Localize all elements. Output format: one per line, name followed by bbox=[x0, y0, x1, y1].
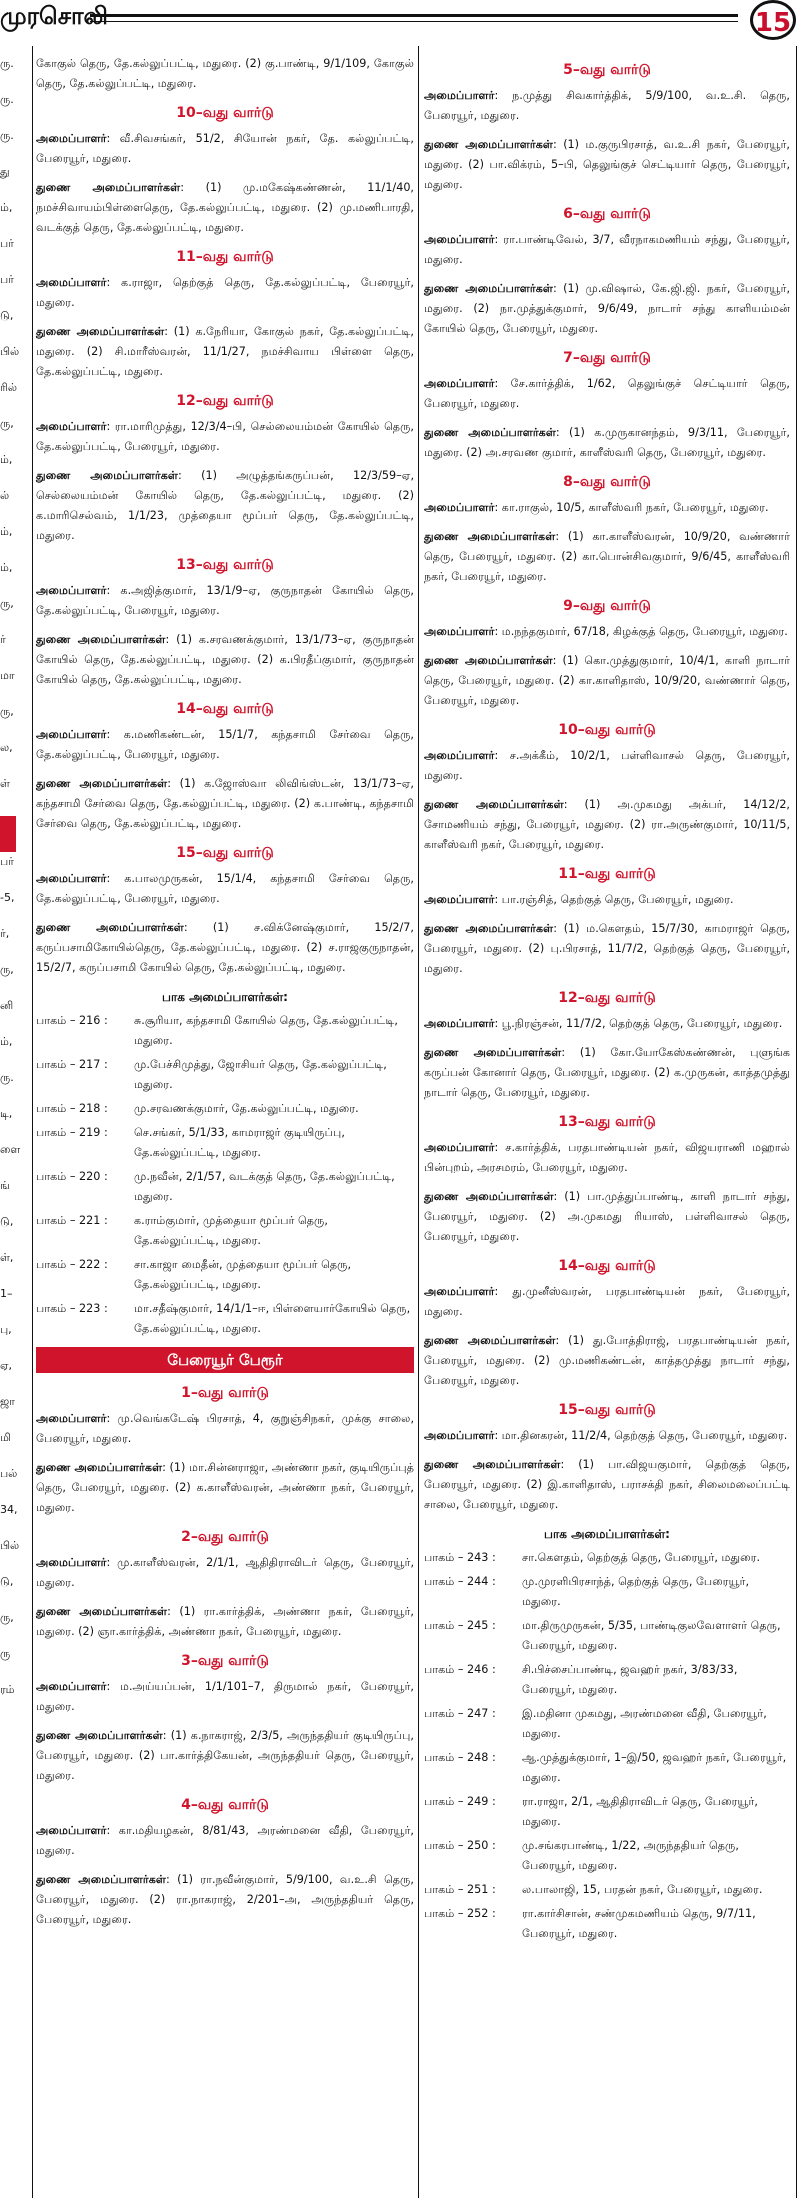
deputies-label: துணை அமைப்பாளர்கள் bbox=[424, 530, 556, 543]
organizer-text: : மு.வெங்கடேஷ் பிரசாத், 4, குறுஞ்சிநகர், முக்கு சாலை, பேரையூர், மதுரை. bbox=[36, 1412, 414, 1445]
ward-title: 3–வது வார்டு bbox=[181, 1653, 269, 1669]
left-strip-fragment: பில் bbox=[0, 345, 20, 358]
organizer-text: : கா.ராகுல், 10/5, காளீஸ்வரி நகர், பேரையூர், மதுரை. bbox=[494, 501, 769, 514]
deputies-text: : (1) மு.விஷால், கே.ஜி.ஜி. நகர், பேரையூர், மதுரை. (2) நா.முத்துக்குமார், 9/6/49, நாடார் சந்து காளியம்மன் கோயில் தெரு, பேரையூர், மதுரை. bbox=[424, 282, 790, 335]
left-strip-fragment: ல் bbox=[0, 489, 10, 502]
left-strip-fragment: ரு, bbox=[0, 417, 14, 430]
bagam-number: பாகம் – 217 : bbox=[36, 1058, 108, 1071]
left-strip-fragment: ர் bbox=[0, 633, 6, 646]
organizer-label: அமைப்பாளர் bbox=[36, 1680, 107, 1693]
ward-title: 6–வது வார்டு bbox=[563, 206, 651, 222]
ward-title: 9–வது வார்டு bbox=[563, 598, 651, 614]
organizer-label: அமைப்பாளர் bbox=[424, 233, 495, 246]
ward-organizer bbox=[424, 890, 790, 910]
organizer-label: அமைப்பாளர் bbox=[424, 89, 495, 102]
organizer-label: அமைப்பாளர் bbox=[36, 1556, 107, 1569]
left-strip-fragment: ம், bbox=[0, 453, 13, 466]
bagam-number: பாகம் – 251 : bbox=[424, 1883, 496, 1896]
deputies-text: : (1) து.போத்திராஜ், பரதபாண்டியன் நகர், பேரையூர், மதுரை. (2) மு.மணிகண்டன், காத்தமுத்து நாடார் சந்து, பேரையூர், மதுரை. bbox=[424, 1334, 790, 1387]
left-strip-fragment: ளை bbox=[0, 1143, 21, 1156]
left-strip-fragment: ரு. bbox=[0, 93, 14, 106]
ward-deputies bbox=[36, 466, 414, 546]
bagam-number: பாகம் – 219 : bbox=[36, 1126, 108, 1139]
organizer-label: அமைப்பாளர் bbox=[36, 132, 107, 145]
left-strip-fragment: டு, bbox=[0, 1215, 14, 1228]
left-strip-fragment: -5, bbox=[0, 891, 15, 904]
bagam-person: மு.சங்கரபாண்டி, 1/22, அருந்ததியர் தெரு, பேரையூர், மதுரை. bbox=[522, 1839, 739, 1872]
bagam-number: பாகம் – 216 : bbox=[36, 1014, 108, 1027]
deputies-text: : (1) மு.மகேஷ்கண்ணன், 11/1/40, நமச்சிவாயம்பிள்ளைதெரு, தே.கல்லுப்பட்டி, மதுரை. (2) மு.மணிபாரதி, வடக்குத் தெரு, தே.கல்லுப்பட்டி, மதுரை. bbox=[36, 181, 414, 234]
organizer-text: : து.முனீஸ்வரன், பரதபாண்டியன் நகர், பேரையூர், மதுரை. bbox=[424, 1285, 790, 1318]
bagam-number: பாகம் – 249 : bbox=[424, 1795, 496, 1808]
left-strip-fragment: ரில் bbox=[0, 381, 18, 394]
ward-deputies bbox=[36, 1870, 414, 1930]
bagam-row bbox=[36, 1255, 414, 1295]
deputies-text: : (1) க.நேரியா, கோகுல் நகர், தே.கல்லுப்பட்டி, மதுரை. (2) சி.மாரீஸ்வரன், 11/1/27, நமச்சிவாய பிள்ளை தெரு, தே.கல்லுப்பட்டி, மதுரை. bbox=[36, 325, 414, 378]
bagam-person: ரா.ராஜா, 2/1, ஆதிதிராவிடர் தெரு, பேரையூர், மதுரை. bbox=[522, 1795, 758, 1828]
bagam-number: பாகம் – 252 : bbox=[424, 1907, 496, 1920]
bagam-person: மு.சரவணக்குமார், தே.கல்லுப்பட்டி, மதுரை. bbox=[134, 1102, 359, 1115]
left-strip-fragment: ல, bbox=[0, 741, 13, 754]
left-strip-fragment: ரு bbox=[0, 1647, 11, 1660]
ward-deputies bbox=[424, 1455, 790, 1515]
bagam-row bbox=[36, 1211, 414, 1251]
ward-title: 15–வது வார்டு bbox=[558, 1402, 656, 1418]
bagam-row bbox=[36, 1299, 414, 1339]
bagam-number: பாகம் – 223 : bbox=[36, 1302, 108, 1315]
col1-intro-text: கோகுல் தெரு, தே.கல்லுப்பட்டி, மதுரை. (2) கு.பாண்டி, 9/1/109, கோகுல் தெரு, தே.கல்லுப்பட்டி, மதுரை. bbox=[36, 57, 414, 90]
bagam-person: சு.சூரியா, கந்தசாமி கோயில் தெரு, தே.கல்லுப்பட்டி, மதுரை. bbox=[134, 1014, 398, 1047]
bagam-person: மா.சதீஷ்குமார், 14/1/1–ஈ, பிள்ளையார்கோயில் தெரு, தே.கல்லுப்பட்டி, மதுரை. bbox=[134, 1302, 411, 1335]
ward-deputies bbox=[424, 1187, 790, 1247]
deputies-label: துணை அமைப்பாளர்கள் bbox=[424, 922, 554, 935]
ward-organizer bbox=[36, 1409, 414, 1449]
ward-organizer bbox=[424, 1138, 790, 1178]
ward-deputies bbox=[36, 178, 414, 238]
ward-title: 13–வது வார்டு bbox=[558, 1114, 656, 1130]
ward-deputies bbox=[424, 1331, 790, 1391]
deputies-text: : (1) பா.முத்துப்பாண்டி, காளி நாடார் சந்து, பேரையூர், மதுரை. (2) அ.முகமது ரியாஸ், பள்ளிவாசல் தெரு, பேரையூர், மதுரை. bbox=[424, 1190, 790, 1243]
deputies-text: : (1) அழுத்தங்கருப்பன், 12/3/59–ஏ, செல்லையம்மன் கோயில் தெரு, தே.கல்லுப்பட்டி, மதுரை. (2) க.மாரிசெல்வம், 1/1/23, முத்தையா மூப்பர் தெரு, தே.கல்லுப்பட்டி, மதுரை. bbox=[36, 469, 414, 542]
bagam-row bbox=[424, 1836, 790, 1876]
organizer-label: அமைப்பாளர் bbox=[424, 625, 495, 638]
ward-title: 10–வது வார்டு bbox=[558, 722, 656, 738]
column-rule-right bbox=[796, 46, 797, 2198]
deputies-label: துணை அமைப்பாளர்கள் bbox=[36, 1461, 163, 1474]
bagam-person: செ.சங்கர், 5/1/33, காமராஜர் குடியிருப்பு, தே.கல்லுப்பட்டி, மதுரை. bbox=[134, 1126, 345, 1159]
bagam-row bbox=[424, 1660, 790, 1700]
bagam-person: இ.மதினா முகமது, அரண்மனை வீதி, பேரையூர், மதுரை. bbox=[522, 1707, 767, 1740]
deputies-label: துணை அமைப்பாளர்கள் bbox=[36, 1873, 166, 1886]
deputies-label: துணை அமைப்பாளர்கள் bbox=[424, 654, 553, 667]
ward-deputies bbox=[424, 651, 790, 711]
deputies-label: துணை அமைப்பாளர்கள் bbox=[36, 469, 178, 482]
bagam-person: சா.காஜா மைதீன், முத்தையா மூப்பர் தெரு, தே.கல்லுப்பட்டி, மதுரை. bbox=[134, 1258, 352, 1291]
organizer-text: : பா.ரஞ்சித், தெற்குத் தெரு, பேரையூர், மதுரை. bbox=[494, 893, 734, 906]
ward-deputies bbox=[36, 630, 414, 690]
left-strip-fragment: ள் bbox=[0, 777, 10, 790]
ward-deputies bbox=[424, 423, 790, 463]
left-strip-fragment: ஜா bbox=[0, 1395, 15, 1408]
ward-deputies bbox=[424, 279, 790, 339]
left-strip-fragment: பர் bbox=[0, 855, 14, 868]
bagam-number: பாகம் – 246 : bbox=[424, 1663, 496, 1676]
left-strip-fragment: பர் bbox=[0, 273, 14, 286]
bagam-row bbox=[424, 1704, 790, 1744]
bagam-number: பாகம் – 220 : bbox=[36, 1170, 108, 1183]
left-strip-fragment: ஏ, bbox=[0, 1359, 13, 1372]
bagam-person: ஆ.முத்துக்குமார், 1–இ/50, ஜவஹர் நகர், பேரையூர், மதுரை. bbox=[522, 1751, 787, 1784]
ward-organizer bbox=[36, 581, 414, 621]
organizer-text: : ச.அக்கீம், 10/2/1, பள்ளிவாசல் தெரு, பேரையூர், மதுரை. bbox=[424, 749, 790, 782]
left-strip-fragment: ரு. bbox=[0, 1071, 14, 1084]
left-strip-fragment: டு, bbox=[0, 309, 14, 322]
deputies-text: : (1) கோ.யோகேஸ்கண்ணன், புளுங்க கருப்பன் கோனார் தெரு, பேரையூர், மதுரை. (2) க.முருகன், காத்தமுத்து நாடார் தெரு, பேரையூர், மதுரை. bbox=[424, 1046, 790, 1099]
organizer-label: அமைப்பாளர் bbox=[36, 276, 107, 289]
organizer-text: : கா.மதியழகன், 8/81/43, அரண்மனை வீதி, பேரையூர், மதுரை. bbox=[36, 1824, 414, 1857]
ward-organizer bbox=[36, 273, 414, 313]
col1-bagam-list bbox=[36, 1011, 414, 1339]
deputies-text: : (1) கொ.முத்துகுமார், 10/4/1, காளி நாடார் தெரு, பேரையூர், மதுரை. (2) கா.காளிதாஸ், 10/9/20, வண்ணார் தெரு, பேரையூர், மதுரை. bbox=[424, 654, 790, 707]
organizer-label: அமைப்பாளர் bbox=[424, 1141, 495, 1154]
left-strip-fragment: ம், bbox=[0, 525, 13, 538]
left-strip-fragment: ர், bbox=[0, 927, 10, 940]
organizer-text: : ம.அய்யப்பன், 1/1/101–7, திருமால் நகர், பேரையூர், மதுரை. bbox=[36, 1680, 414, 1713]
page-number-badge: 15 bbox=[750, 0, 796, 40]
column-rule-middle bbox=[418, 46, 419, 2198]
organizer-text: : ரா.மாரிமுத்து, 12/3/4–பி, செல்லையம்மன் கோயில் தெரு, தே.கல்லுப்பட்டி, பேரையூர், மதுரை. bbox=[36, 420, 414, 453]
deputies-label: துணை அமைப்பாளர்கள் bbox=[424, 798, 564, 811]
organizer-text: : ரா.பாண்டிவேல், 3/7, வீரநாகமணியம் சந்து, பேரையூர், மதுரை. bbox=[424, 233, 790, 266]
organizer-label: அமைப்பாளர் bbox=[424, 501, 495, 514]
left-strip-fragment: பு, bbox=[0, 1323, 12, 1336]
bagam-number: பாகம் – 250 : bbox=[424, 1839, 496, 1852]
bagam-number: பாகம் – 247 : bbox=[424, 1707, 496, 1720]
organizer-text: : மா.தினகரன், 11/2/4, தெற்குத் தெரு, பேரையூர், மதுரை. bbox=[494, 1429, 788, 1442]
ward-title: 14–வது வார்டு bbox=[558, 1258, 656, 1274]
ward-title: 4–வது வார்டு bbox=[181, 1797, 269, 1813]
bagam-person: சா.கௌதம், தெற்குத் தெரு, பேரையூர், மதுரை. bbox=[522, 1551, 761, 1564]
deputies-label: துணை அமைப்பாளர்கள் bbox=[424, 1190, 554, 1203]
organizer-label: அமைப்பாளர் bbox=[36, 872, 107, 885]
bagam-row bbox=[424, 1880, 790, 1900]
ward-title: 7–வது வார்டு bbox=[563, 350, 651, 366]
ward-title: 15–வது வார்டு bbox=[176, 845, 274, 861]
bagam-row bbox=[424, 1792, 790, 1832]
left-strip-fragment: ரம் bbox=[0, 1683, 15, 1696]
ward-deputies bbox=[424, 527, 790, 587]
left-strip-fragment: ரு, bbox=[0, 597, 14, 610]
column-rule-left bbox=[32, 46, 33, 2198]
bagam-number: பாகம் – 244 : bbox=[424, 1575, 496, 1588]
deputies-text: : (1) மா.சின்னராஜா, அண்ணா நகர், குடியிருப்புத் தெரு, பேரையூர், மதுரை. (2) க.காளீஸ்வரன், அண்ணா நகர், பேரையூர், மதுரை. bbox=[36, 1461, 414, 1514]
deputies-label: துணை அமைப்பாளர்கள் bbox=[36, 633, 166, 646]
left-strip-fragment: ரு, bbox=[0, 1611, 14, 1624]
deputies-label: துணை அமைப்பாளர்கள் bbox=[424, 1334, 556, 1347]
ward-title: 11–வது வார்டு bbox=[558, 866, 656, 882]
col1-bagam-title: பாக அமைப்பாளர்கள்: bbox=[162, 990, 288, 1004]
deputies-label: துணை அமைப்பாளர்கள் bbox=[36, 1729, 163, 1742]
section-band-peraiyur: பேரையூர் பேரூர் bbox=[36, 1347, 414, 1373]
column-1 bbox=[36, 54, 414, 1939]
deputies-label: துணை அமைப்பாளர்கள் bbox=[424, 426, 556, 439]
deputies-text: : (1) ச.விக்னேஷ்குமார், 15/2/7, கருப்பசாமிகோயில்தெரு, தே.கல்லுப்பட்டி, மதுரை. (2) ச.ராஜகுருநாதன், 15/2/7, கருப்பசாமி கோயில் தெரு, தே.கல்லுப்பட்டி, மதுரை. bbox=[36, 921, 414, 974]
bagam-row bbox=[36, 1099, 414, 1119]
deputies-label: துணை அமைப்பாளர்கள் bbox=[424, 1458, 561, 1471]
deputies-text: : (1) க.ஜோஸ்வா லிவிங்ஸ்டன், 13/1/73–ஏ, கந்தசாமி சேர்வை தெரு, தே.கல்லுப்பட்டி, மதுரை. (2) க.பாண்டி, கந்தசாமி சேர்வை தெரு, தே.கல்லுப்பட்டி, மதுரை. bbox=[36, 777, 414, 830]
ward-deputies bbox=[36, 322, 414, 382]
bagam-person: க.ராம்குமார், முத்தையா மூப்பர் தெரு, தே.கல்லுப்பட்டி, மதுரை. bbox=[134, 1214, 328, 1247]
organizer-text: : க.அஜித்குமார், 13/1/9–ஏ, குருநாதன் கோயில் தெரு, தே.கல்லுப்பட்டி, பேரையூர், மதுரை. bbox=[36, 584, 414, 617]
deputies-label: துணை அமைப்பாளர்கள் bbox=[424, 138, 553, 151]
left-strip-column bbox=[0, 54, 30, 1716]
bagam-number: பாகம் – 243 : bbox=[424, 1551, 496, 1564]
ward-organizer bbox=[36, 869, 414, 909]
left-strip-fragment: 34, bbox=[0, 1503, 18, 1516]
deputies-label: துணை அமைப்பாளர்கள் bbox=[36, 1605, 168, 1618]
deputies-text: : (1) அ.முகமது அக்பர், 14/12/2, சோமணியம் சந்து, பேரையூர், மதுரை. (2) ரா.அருண்குமார், 10/11/5, காளீஸ்வரி நகர், பேரையூர், மதுரை. bbox=[424, 798, 790, 851]
left-strip-fragment: மா bbox=[0, 669, 15, 682]
bagam-number: பாகம் – 218 : bbox=[36, 1102, 108, 1115]
organizer-text: : மு.காளீஸ்வரன், 2/1/1, ஆதிதிராவிடர் தெரு, பேரையூர், மதுரை. bbox=[36, 1556, 414, 1589]
left-strip-fragment: ரு. bbox=[0, 129, 14, 142]
bagam-row bbox=[424, 1748, 790, 1788]
deputies-text: : (1) ம.குருபிரசாத், வ.உ.சி நகர், பேரையூர், மதுரை. (2) பா.விக்ரம், 5–பி, தெலுங்குச் செட்டியார் தெரு, பேரையூர், மதுரை. bbox=[424, 138, 790, 191]
ward-organizer bbox=[424, 86, 790, 126]
organizer-label: அமைப்பாளர் bbox=[36, 1412, 107, 1425]
bagam-row bbox=[36, 1055, 414, 1095]
organizer-label: அமைப்பாளர் bbox=[424, 893, 495, 906]
ward-organizer bbox=[424, 1426, 790, 1446]
organizer-text: : க.மணிகண்டன், 15/1/7, கந்தசாமி சேர்வை தெரு, தே.கல்லுப்பட்டி, பேரையூர், மதுரை. bbox=[36, 728, 414, 761]
left-strip-fragment: ம், bbox=[0, 201, 13, 214]
bagam-person: மு.முரளிபிரசாந்த், தெற்குத் தெரு, பேரையூர், மதுரை. bbox=[522, 1575, 750, 1608]
deputies-text: : (1) கா.காளீஸ்வரன், 10/9/20, வண்ணார் தெரு, பேரையூர், மதுரை. (2) கா.பொன்சிவகுமார், 9/6/45, காளீஸ்வரி நகர், பேரையூர், மதுரை. bbox=[424, 530, 790, 583]
col2-bagam-title: பாக அமைப்பாளர்கள்: bbox=[544, 1527, 670, 1541]
ward-organizer bbox=[424, 230, 790, 270]
bagam-row bbox=[424, 1616, 790, 1656]
left-strip-fragment: னி bbox=[0, 999, 14, 1012]
organizer-text: : ச.கார்த்திக், பரதபாண்டியன் நகர், விஜயராணி மஹால் பின்புறம், அரசமரம், பேரையூர், மதுரை. bbox=[424, 1141, 790, 1174]
ward-organizer bbox=[36, 1553, 414, 1593]
deputies-text: : (1) க.சரவணக்குமார், 13/1/73–ஏ, குருநாதன் கோயில் தெரு, தே.கல்லுப்பட்டி, மதுரை. (2) க.பிரதீப்குமார், குருநாதன் கோயில் தெரு, தே.கல்லுப்பட்டி, மதுரை. bbox=[36, 633, 414, 686]
ward-deputies bbox=[424, 135, 790, 195]
bagam-number: பாகம் – 245 : bbox=[424, 1619, 496, 1632]
col1-wards bbox=[36, 103, 414, 978]
deputies-label: துணை அமைப்பாளர்கள் bbox=[424, 282, 553, 295]
deputies-label: துணை அமைப்பாளர்கள் bbox=[36, 777, 168, 790]
bagam-person: ல.பாலாஜி, 15, பரதன் நகர், பேரையூர், மதுரை. bbox=[522, 1883, 763, 1896]
ward-deputies bbox=[36, 1458, 414, 1518]
organizer-label: அமைப்பாளர் bbox=[424, 749, 495, 762]
ward-title: 12–வது வார்டு bbox=[176, 393, 274, 409]
col2-bagam-list bbox=[424, 1548, 790, 1944]
organizer-text: : ந.முத்து சிவகார்த்திக், 5/9/100, வ.உ.சி. தெரு, பேரையூர், மதுரை. bbox=[424, 89, 790, 122]
left-strip-fragment: 1– bbox=[0, 1287, 13, 1300]
bagam-person: சி.பிச்சைப்பாண்டி, ஜவஹர் நகர், 3/83/33, பேரையூர், மதுரை. bbox=[522, 1663, 738, 1696]
deputies-label: துணை அமைப்பாளர்கள் bbox=[36, 181, 181, 194]
ward-title: 11–வது வார்டு bbox=[176, 249, 274, 265]
left-strip-fragment: டி, bbox=[0, 1107, 13, 1120]
bagam-row bbox=[36, 1123, 414, 1163]
left-strip-fragment: ம், bbox=[0, 1035, 13, 1048]
deputies-text: : (1) க.நாகராஜ், 2/3/5, அருந்ததியர் குடியிருப்பு, பேரையூர், மதுரை. (2) பா.கார்த்திகேயன், அருந்ததியர் தெரு, பேரையூர், மதுரை. bbox=[36, 1729, 414, 1782]
bagam-row bbox=[36, 1167, 414, 1207]
organizer-label: அமைப்பாளர் bbox=[36, 728, 107, 741]
organizer-text: : சே.கார்த்திக், 1/62, தெலுங்குச் செட்டியார் தெரு, பேரையூர், மதுரை. bbox=[424, 377, 790, 410]
ward-title: 5–வது வார்டு bbox=[563, 62, 651, 78]
deputies-label: துணை அமைப்பாளர்கள் bbox=[36, 325, 165, 338]
ward-title: 10–வது வார்டு bbox=[176, 105, 274, 121]
ward-deputies bbox=[424, 1043, 790, 1103]
left-strip-fragment: ங் bbox=[0, 1179, 10, 1192]
bagam-person: மா.திருமுருகன், 5/35, பாண்டிகுலவேளாளர் தெரு, பேரையூர், மதுரை. bbox=[522, 1619, 781, 1652]
left-strip-fragment: ம், bbox=[0, 561, 13, 574]
left-strip-fragment: மி bbox=[0, 1431, 11, 1444]
ward-organizer bbox=[424, 374, 790, 414]
bagam-row bbox=[424, 1904, 790, 1944]
left-strip-fragment: பல் bbox=[0, 1467, 18, 1480]
ward-title: 2–வது வார்டு bbox=[181, 1529, 269, 1545]
masthead-title: முரசொலி bbox=[0, 2, 108, 30]
deputies-label: துணை அமைப்பாளர்கள் bbox=[424, 1046, 562, 1059]
left-strip-fragment: டு, bbox=[0, 1575, 14, 1588]
deputies-label: துணை அமைப்பாளர்கள் bbox=[36, 921, 184, 934]
deputies-text: : (1) க.முருகானந்தம், 9/3/11, பேரையூர், மதுரை. (2) அ.சரவண குமார், காளீஸ்வரி தெரு, பேரையூர், மதுரை. bbox=[424, 426, 790, 459]
ward-organizer bbox=[424, 746, 790, 786]
column-2 bbox=[424, 54, 790, 1948]
bagam-number: பாகம் – 221 : bbox=[36, 1214, 108, 1227]
ward-organizer bbox=[424, 1282, 790, 1322]
masthead bbox=[0, 0, 800, 44]
organizer-label: அமைப்பாளர் bbox=[424, 1429, 495, 1442]
bagam-row bbox=[36, 1011, 414, 1051]
organizer-text: : பூ.நிரஞ்சன், 11/7/2, தெற்குத் தெரு, பேரையூர், மதுரை. bbox=[494, 1017, 783, 1030]
ward-organizer bbox=[36, 1677, 414, 1717]
organizer-label: அமைப்பாளர் bbox=[424, 1285, 495, 1298]
bagam-number: பாகம் – 248 : bbox=[424, 1751, 496, 1764]
bagam-person: மு.நவீன், 2/1/57, வடக்குத் தெரு, தே.கல்லுப்பட்டி, மதுரை. bbox=[134, 1170, 395, 1203]
left-strip-fragment: ரு, bbox=[0, 963, 14, 976]
organizer-label: அமைப்பாளர் bbox=[424, 1017, 495, 1030]
organizer-label: அமைப்பாளர் bbox=[36, 584, 107, 597]
ward-organizer bbox=[36, 129, 414, 169]
ward-organizer bbox=[36, 725, 414, 765]
deputies-text: : (1) ரா.நவீன்குமார், 5/9/100, வ.உ.சி தெரு, பேரையூர், மதுரை. (2) ரா.நாகராஜ், 2/201–அ, அருந்ததியர் தெரு, பேரையூர், மதுரை. bbox=[36, 1873, 414, 1926]
ward-title: 1–வது வார்டு bbox=[181, 1385, 269, 1401]
left-strip-fragment: ள், bbox=[0, 1251, 14, 1264]
organizer-label: அமைப்பாளர் bbox=[424, 377, 495, 390]
ward-deputies bbox=[36, 1602, 414, 1642]
bagam-person: ரா.கார்சிசான், சண்முகமணியம் தெரு, 9/7/11, பேரையூர், மதுரை. bbox=[522, 1907, 756, 1940]
organizer-label: அமைப்பாளர் bbox=[36, 420, 107, 433]
deputies-text: : (1) ம.கௌதம், 15/7/30, காமராஜர் தெரு, பேரையூர், மதுரை. (2) பு.பிரசாத், 11/7/2, தெற்குத் தெரு, பேரையூர், மதுரை. bbox=[424, 922, 790, 975]
ward-title: 14–வது வார்டு bbox=[176, 701, 274, 717]
ward-deputies bbox=[36, 918, 414, 978]
left-strip-fragment: பில் bbox=[0, 1539, 20, 1552]
bagam-row bbox=[424, 1548, 790, 1568]
masthead-rule bbox=[90, 14, 738, 22]
deputies-text: : (1) ரா.கார்த்திக், அண்ணா நகர், பேரையூர், மதுரை. (2) ஞா.கார்த்திக், அண்ணா நகர், பேரையூர், மதுரை. bbox=[36, 1605, 414, 1638]
bagam-row bbox=[424, 1572, 790, 1612]
organizer-text: : ம.நந்தகுமார், 67/18, கிழக்குத் தெரு, பேரையூர், மதுரை. bbox=[494, 625, 788, 638]
ward-title: 13–வது வார்டு bbox=[176, 557, 274, 573]
left-strip-fragment: பர் bbox=[0, 237, 14, 250]
organizer-label: அமைப்பாளர் bbox=[36, 1824, 107, 1837]
ward-title: 12–வது வார்டு bbox=[558, 990, 656, 1006]
bagam-number: பாகம் – 222 : bbox=[36, 1258, 108, 1271]
ward-deputies bbox=[36, 774, 414, 834]
ward-title: 8–வது வார்டு bbox=[563, 474, 651, 490]
left-strip-fragment: து bbox=[0, 165, 10, 178]
col2-wards bbox=[424, 60, 790, 1515]
left-strip-fragment: ரு, bbox=[0, 705, 14, 718]
bagam-person: மு.பேச்சிமுத்து, ஜோசியர் தெரு, தே.கல்லுப்பட்டி, மதுரை. bbox=[134, 1058, 387, 1091]
ward-organizer bbox=[36, 1821, 414, 1861]
ward-organizer bbox=[424, 498, 790, 518]
col1-wards-peraiyur bbox=[36, 1383, 414, 1930]
deputies-text: : (1) பா.விஜயகுமார், தெற்குத் தெரு, பேரையூர், மதுரை. (2) இ.காளிதாஸ், பராசக்தி நகர், சிலைமலைப்பட்டி சாலை, பேரையூர், மதுரை. bbox=[424, 1458, 790, 1511]
ward-deputies bbox=[36, 1726, 414, 1786]
ward-organizer bbox=[424, 622, 790, 642]
left-strip-fragment: ரு. bbox=[0, 57, 14, 70]
ward-organizer bbox=[424, 1014, 790, 1034]
organizer-text: : க.பாலமுருகன், 15/1/4, கந்தசாமி சேர்வை தெரு, தே.கல்லுப்பட்டி, பேரையூர், மதுரை. bbox=[36, 872, 414, 905]
ward-deputies bbox=[424, 795, 790, 855]
ward-deputies bbox=[424, 919, 790, 979]
organizer-text: : வீ.சிவசங்கர், 51/2, சியோன் நகர், தே. கல்லுப்பட்டி, பேரையூர், மதுரை. bbox=[36, 132, 414, 165]
organizer-text: : க.ராஜா, தெற்குத் தெரு, தே.கல்லுப்பட்டி, பேரையூர், மதுரை. bbox=[36, 276, 414, 309]
ward-organizer bbox=[36, 417, 414, 457]
left-strip-red-marker bbox=[0, 816, 16, 852]
